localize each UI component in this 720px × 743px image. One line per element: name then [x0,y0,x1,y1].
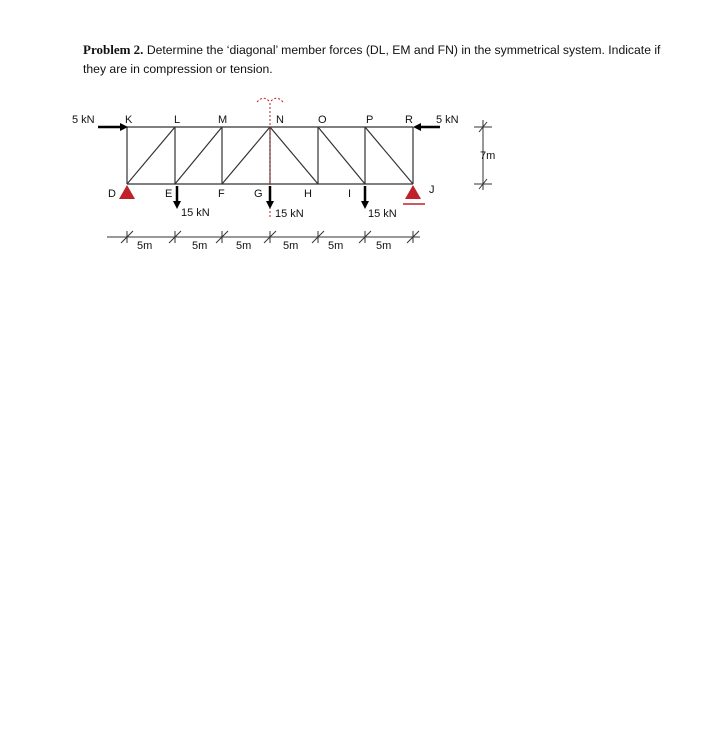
node-label-m: M [218,114,228,126]
support-left [119,185,135,199]
member-fn [222,127,270,184]
member-pj [365,127,413,184]
member-oi [318,127,365,184]
load-label-left: 5 kN [72,114,95,126]
spacing-label-3: 5m [236,240,252,252]
member-em [175,127,222,184]
load-label-i: 15 kN [368,208,397,220]
node-label-p: P [366,114,374,126]
spacing-label-6: 5m [376,240,392,252]
node-label-d: D [108,188,116,200]
load-label-e: 15 kN [181,207,210,219]
height-label: 7m [480,150,496,162]
spacing-label-5: 5m [328,240,344,252]
member-dl [127,127,175,184]
load-label-g: 15 kN [275,208,304,220]
spacing-label-2: 5m [192,240,208,252]
support-right [403,185,425,204]
node-label-j: J [429,184,435,196]
problem-text: Determine the ‘diagonal’ member forces (DL, EM and FN) in the symmetrical system. Indicate if they are in compression or tension. [83,43,661,76]
node-label-h: H [304,188,312,200]
load-label-right: 5 kN [436,114,459,126]
node-label-r: R [405,114,413,126]
member-nh [270,127,318,184]
spacing-dimension [107,231,420,243]
node-label-e: E [165,188,173,200]
node-label-i: I [348,188,352,200]
node-label-n: N [276,114,284,126]
spacing-label-4: 5m [283,240,299,252]
node-label-f: F [218,188,225,200]
node-label-o: O [318,114,327,126]
spacing-label-1: 5m [137,240,153,252]
node-label-k: K [125,114,133,126]
node-label-g: G [254,188,263,200]
problem-label: Problem 2. [83,42,144,57]
node-label-l: L [174,114,181,126]
